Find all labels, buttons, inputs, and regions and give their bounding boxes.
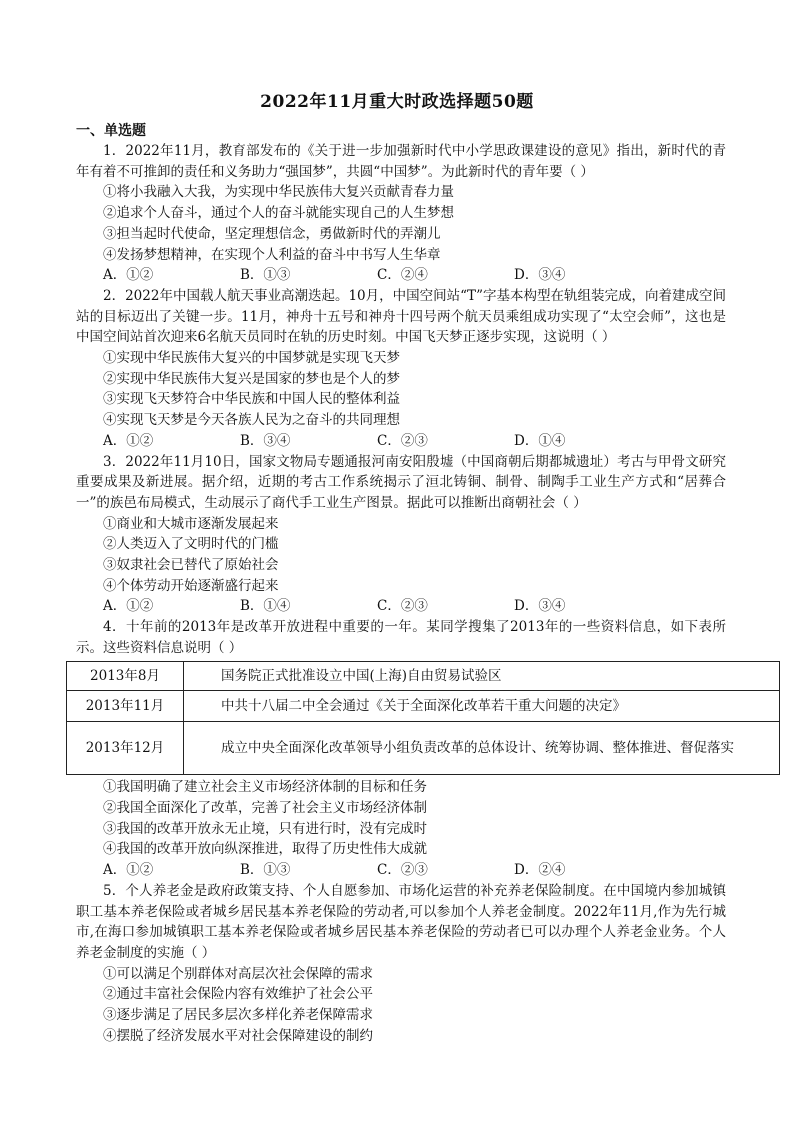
choice-a: A．①② — [103, 267, 154, 284]
answer-choices — [76, 431, 726, 452]
choice-b: B．①③ — [240, 267, 291, 284]
choice-a: A．①② — [103, 432, 154, 449]
statement-option: ③奴隶社会已替代了原始社会 — [103, 557, 279, 574]
question-stem: 4．十年前的2013年是改革开放进程中重要的一年。某同学搜集了2013年的一些资料信息，如下表所示。这些资料信息说明（ ） — [76, 619, 726, 656]
table-row — [67, 722, 780, 775]
statement-option: ②我国全面深化了改革，完善了社会主义市场经济体制 — [103, 799, 427, 816]
choice-d: D．①④ — [514, 432, 566, 449]
choice-c: C．②③ — [377, 432, 428, 449]
statement-option: ①我国明确了建立社会主义市场经济体制的目标和任务 — [103, 779, 427, 796]
statement-option: ④我国的改革开放向纵深推进，取得了历史性伟大成就 — [103, 841, 427, 858]
choice-d: D．③④ — [514, 598, 566, 615]
answer-choices — [76, 596, 726, 617]
choice-d: D．②④ — [514, 862, 566, 879]
choice-a: A．①② — [103, 598, 154, 615]
document-title: 2022年11月重大时政选择题50题 — [260, 92, 534, 112]
statement-option: ③逐步满足了居民多层次多样化养老保障需求 — [103, 1007, 373, 1024]
table-date-cell: 2013年11月 — [67, 691, 184, 722]
table-date-cell: 2013年12月 — [67, 722, 184, 775]
question-stem: 2．2022年中国载人航天事业高潮迭起。10月，中国空间站“T”字基本构型在轨组装完成，向着建成空间站的目标迈出了关键一步。11月，神舟十五号和神舟十四号两个航天员乘组成功实现了“太空会师”，这也是中国空间站首次迎来6名航天员同时在轨的历史时刻。中国飞天梦正逐步实现，这说明（ ） — [76, 287, 726, 346]
choice-a: A．①② — [103, 862, 154, 879]
table-date-cell: 2013年8月 — [67, 661, 184, 691]
table-event-cell: 中共十八届二中全会通过《关于全面深化改革若干重大问题的决定》 — [184, 691, 780, 722]
statement-option: ①将小我融入大我，为实现中华民族伟大复兴贡献青春力量 — [103, 184, 454, 201]
choice-b: B．③④ — [240, 432, 291, 449]
answer-choices — [76, 860, 726, 881]
statement-option: ①实现中华民族伟大复兴的中国梦就是实现飞天梦 — [103, 350, 400, 367]
table-row — [67, 661, 780, 691]
timeline-table — [66, 661, 780, 776]
choice-b: B．①③ — [240, 862, 291, 879]
choice-d: D．③④ — [514, 267, 566, 284]
statement-option: ①商业和大城市逐渐发展起来 — [103, 515, 279, 532]
question-1 — [76, 141, 726, 286]
statement-option: ③我国的改革开放永无止境，只有进行时，没有完成时 — [103, 820, 427, 837]
statement-option: ②追求个人奋斗，通过个人的奋斗就能实现自己的人生梦想 — [103, 205, 454, 222]
question-2 — [76, 286, 726, 452]
question-stem: 3．2022年11月10日，国家文物局专题通报河南安阳殷墟（中国商朝后期都城遗址）考古与甲骨文研究重要成果及新进展。据介绍，近期的考古工作系统揭示了洹北铸铜、制骨、制陶手工业生产方式和“居葬合一”的族邑布局模式，生动展示了商代手工业生产图景。据此可以推断出商朝社会（ ） — [76, 453, 726, 511]
question-stem: 5．个人养老金是政府政策支持、个人自愿参加、市场化运营的补充养老保险制度。在中国境内参加城镇职工基本养老保险或者城乡居民基本养老保险的劳动者,可以参加个人养老金制度。2022年11月,作为先行城市,在海口参加城镇职工基本养老保险或者城乡居民基本养老保险的劳动者已可以办理个人养老金业务。个人养老金制度的实施（ ） — [76, 882, 726, 961]
choice-c: C．②③ — [377, 862, 428, 879]
statement-option: ③实现飞天梦符合中华民族和中国人民的整体利益 — [103, 391, 400, 408]
statement-option: ②人类迈入了文明时代的门槛 — [103, 536, 279, 553]
table-event-cell: 国务院正式批准设立中国(上海)自由贸易试验区 — [184, 661, 780, 691]
statement-option: ④个体劳动开始逐渐盛行起来 — [103, 577, 279, 594]
choice-c: C．②④ — [377, 267, 428, 284]
statement-option: ①可以满足个别群体对高层次社会保障的需求 — [103, 965, 373, 982]
choice-c: C．②③ — [377, 598, 428, 615]
choice-b: B．①④ — [240, 598, 291, 615]
question-5 — [76, 881, 726, 1047]
statement-option: ④发扬梦想精神，在实现个人利益的奋斗中书写人生华章 — [103, 246, 441, 263]
question-4 — [76, 617, 734, 881]
table-event-cell: 成立中央全面深化改革领导小组负责改革的总体设计、统筹协调、整体推进、督促落实 — [184, 722, 780, 775]
table-row — [67, 691, 780, 722]
statement-option: ②实现中华民族伟大复兴是国家的梦也是个人的梦 — [103, 370, 400, 387]
section-heading: 一、单选题 — [76, 123, 146, 139]
answer-choices — [76, 265, 726, 286]
statement-option: ④实现飞天梦是今天各族人民为之奋斗的共同理想 — [103, 412, 400, 429]
question-stem: 1．2022年11月，教育部发布的《关于进一步加强新时代中小学思政课建设的意见》指出，新时代的青年有着不可推卸的责任和义务助力“强国梦”，共圆“中国梦”。为此新时代的青年要（ ） — [76, 143, 726, 180]
question-3 — [76, 452, 726, 618]
question-list — [76, 141, 734, 1046]
statement-option: ②通过丰富社会保险内容有效维护了社会公平 — [103, 986, 373, 1003]
statement-option: ④摆脱了经济发展水平对社会保障建设的制约 — [103, 1027, 373, 1044]
statement-option: ③担当起时代使命，坚定理想信念，勇做新时代的弄潮儿 — [103, 225, 441, 242]
